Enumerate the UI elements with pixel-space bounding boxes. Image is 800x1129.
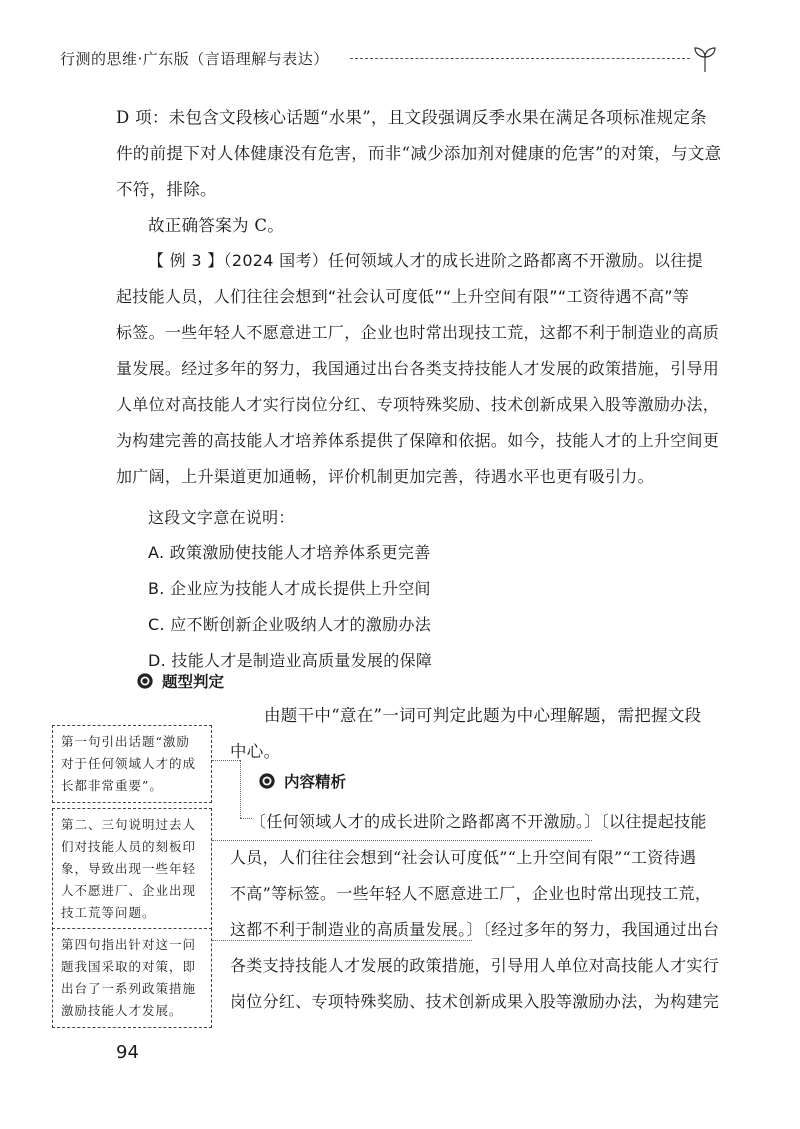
header-title: 行测的思维·广东版（言语理解与表达） xyxy=(60,48,335,69)
type-heading xyxy=(136,670,224,692)
analysis-heading xyxy=(258,770,346,792)
option-b: B. 企业应为技能人才成长提供上升空间 xyxy=(148,579,431,598)
note-line: 出台了一系列政策措施 xyxy=(61,981,197,996)
question-stem: 这段文字意在说明： xyxy=(148,508,295,527)
example-line-6: 为构建完善的高技能人才培养体系提供了保障和依据。如今，技能人才的上升空间更 xyxy=(116,431,720,450)
running-header xyxy=(60,44,720,74)
gear-icon xyxy=(258,772,276,790)
analysis-line-6: 岗位分红、专项特殊奖励、技术创新成果入股等激励办法，为构建完 xyxy=(230,992,720,1011)
type-line-1: 由题干中“意在”一词可判定此题为中心理解题，需把握文段 xyxy=(264,706,702,725)
type-line-2: 中心。 xyxy=(230,742,281,761)
note-connector-2 xyxy=(212,840,592,841)
example-line-4: 量发展。经过多年的努力，我国通过出台各类支持技能人才发展的政策措施，引导用 xyxy=(116,359,720,378)
note-connector-1-end xyxy=(240,818,252,819)
d-option-line-1: D 项：未包含文段核心话题“水果”，且文段强调反季水果在满足各项标准规定条 xyxy=(116,108,707,127)
note-connector-1-vertical xyxy=(240,760,241,818)
gear-icon xyxy=(136,672,154,690)
header-rule xyxy=(350,58,690,59)
analysis-line-5: 各类支持技能人才发展的政策措施，引导用人单位对高技能人才实行 xyxy=(230,956,720,975)
example-line-1: 【 例 3 】（2024 国考）任何领域人才的成长进阶之路都离不开激励。以往提 xyxy=(148,251,703,270)
type-heading-label: 题型判定 xyxy=(162,673,225,691)
analysis-line-1: 〔任何领域人才的成长进阶之路都离不开激励。〕〔以往提起技能 xyxy=(250,812,707,831)
option-a: A. 政策激励使技能人才培养体系更完善 xyxy=(148,543,431,562)
page-number: 94 xyxy=(116,1042,139,1063)
example-line-3: 标签。一些年轻人不愿意进工厂，企业也时常出现技工荒，这都不利于制造业的高质 xyxy=(116,323,720,342)
note-line: 第二、三句说明过去人 xyxy=(61,817,197,832)
note-line: 对于任何领域人才的成 xyxy=(61,756,197,771)
note-connector-3 xyxy=(212,940,472,941)
note-line: 象，导致出现一些年轻 xyxy=(61,861,197,876)
answer-line: 故正确答案为 C。 xyxy=(148,216,285,235)
note-line: 人不愿进厂、企业出现 xyxy=(61,883,197,898)
note-line: 第一句引出话题“激励 xyxy=(61,734,190,749)
analysis-line-3: 不高”等标签。一些年轻人不愿意进工厂，企业也时常出现技工荒， xyxy=(230,884,712,903)
note-line: 技工荒等问题。 xyxy=(61,905,156,920)
analysis-heading-label: 内容精析 xyxy=(284,773,347,791)
note-line: 第四句指出针对这一问 xyxy=(61,937,197,952)
example-line-2: 起技能人员，人们往往会想到“社会认可度低”“上升空间有限”“工资待遇不高”等 xyxy=(116,287,690,306)
example-line-5: 人单位对高技能人才实行岗位分红、专项特殊奖励、技术创新成果入股等激励办法， xyxy=(116,395,720,414)
annotation-note-3 xyxy=(52,928,212,1028)
example-line-7: 加广阔，上升渠道更加通畅，评价机制更加完善，待遇水平也更有吸引力。 xyxy=(116,467,654,486)
option-c: C. 应不断创新企业吸纳人才的激励办法 xyxy=(148,615,432,634)
note-connector-1 xyxy=(212,760,240,761)
d-option-line-3: 不符，排除。 xyxy=(116,180,217,199)
note-line: 激励技能人才发展。 xyxy=(61,1003,183,1018)
annotation-note-1 xyxy=(52,725,212,803)
d-option-line-2: 件的前提下对人体健康没有危害，而非“减少添加剂对健康的危害”的对策，与文意 xyxy=(116,144,722,163)
note-line: 长都非常重要”。 xyxy=(61,778,163,793)
analysis-line-4: 这都不利于制造业的高质量发展。〕〔经过多年的努力，我国通过出台 xyxy=(230,920,720,939)
annotation-note-2 xyxy=(52,808,212,930)
note-line: 题我国采取的对策，即 xyxy=(61,959,197,974)
analysis-line-2: 人员，人们往往会想到“社会认可度低”“上升空间有限”“工资待遇 xyxy=(230,848,697,867)
sprout-icon xyxy=(690,44,720,74)
option-d: D. 技能人才是制造业高质量发展的保障 xyxy=(148,651,433,670)
note-line: 们对技能人员的刻板印 xyxy=(61,839,197,854)
